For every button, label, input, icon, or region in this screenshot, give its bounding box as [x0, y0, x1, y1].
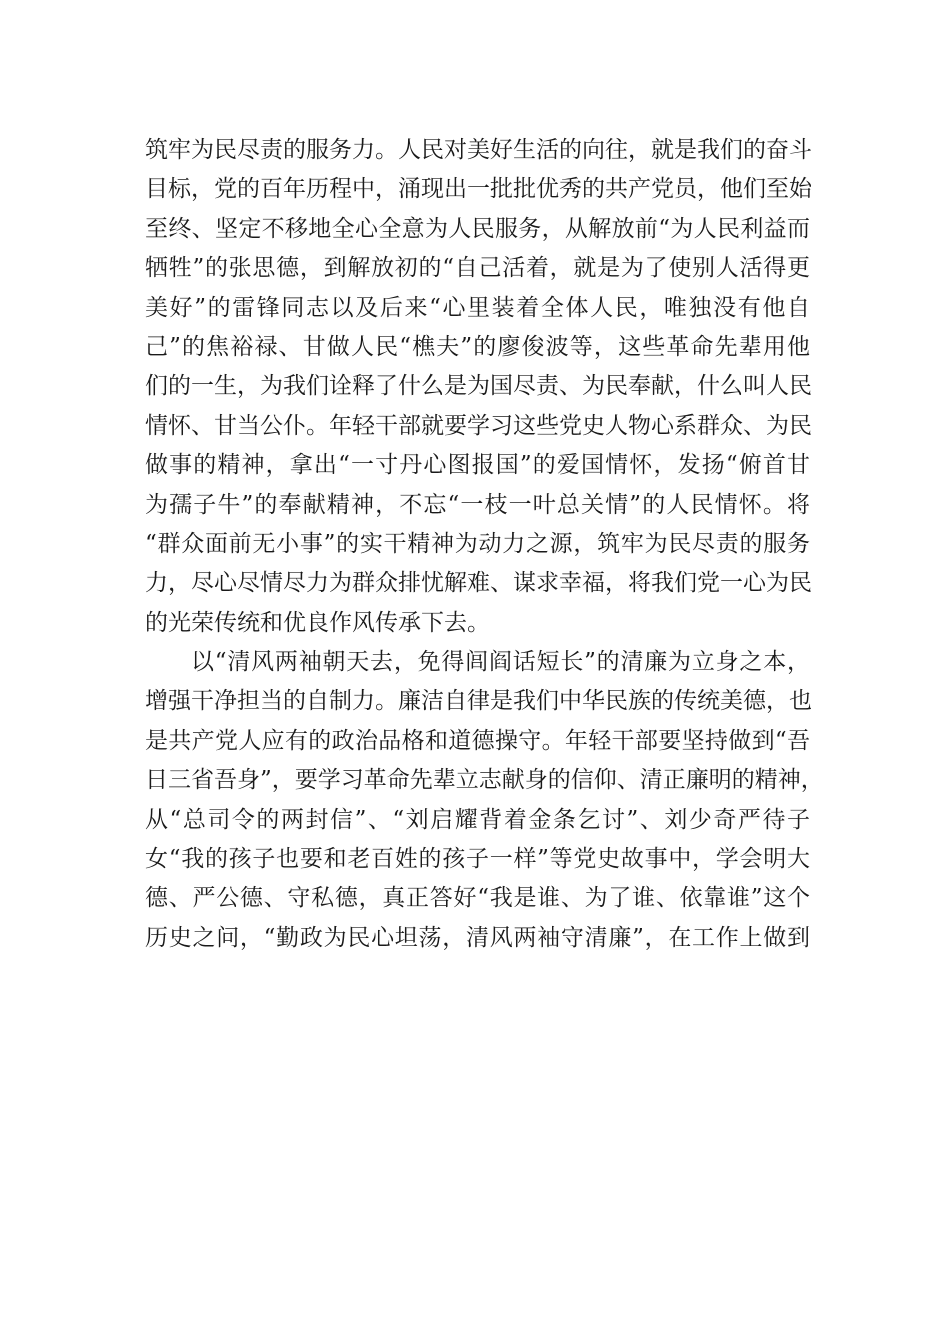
text-line: 牺牲”的张思德，到解放初的“自己活着，就是为了使别人活得更 [145, 255, 810, 282]
text-line: 情怀、甘当公仆。年轻干部就要学习这些党史人物心系群众、为民 [145, 412, 812, 439]
text-line: 力，尽心尽情尽力为群众排忧解难、谋求幸福，将我们党一心为民 [145, 570, 812, 597]
text-line: 做事的精神，拿出“一寸丹心图报国”的爱国情怀，发扬“俯首甘 [145, 452, 810, 479]
text-line: 增强干净担当的自制力。廉洁自律是我们中华民族的传统美德，也 [145, 688, 812, 715]
paragraph-end-line: 的光荣传统和优良作风传承下去。 [145, 609, 490, 636]
text-line: 是共产党人应有的政治品格和道德操守。年轻干部要坚持做到“吾 [145, 727, 810, 754]
text-line: 己”的焦裕禄、甘做人民“樵夫”的廖俊波等，这些革命先辈用他 [145, 333, 810, 360]
text-line: “群众面前无小事”的实干精神为动力之源，筑牢为民尽责的服务 [145, 530, 810, 557]
text-line: 们的一生，为我们诠释了什么是为国尽责、为民奉献，什么叫人民 [145, 373, 812, 400]
text-line: 德、严公德、守私德，真正答好“我是谁、为了谁、依靠谁”这个 [145, 885, 810, 912]
text-line: 美好”的雷锋同志以及后来“心里装着全体人民，唯独没有他自 [145, 294, 810, 321]
text-line: 目标，党的百年历程中，涌现出一批批优秀的共产党员，他们至始 [145, 176, 812, 203]
text-line: 筑牢为民尽责的服务力。人民对美好生活的向往，就是我们的奋斗 [145, 137, 812, 163]
body-text [145, 131, 824, 958]
text-line: 历史之问，“勤政为民心坦荡，清风两袖守清廉”，在工作上做到 [145, 924, 810, 951]
text-line: 女“我的孩子也要和老百姓的孩子一样”等党史故事中，学会明大 [145, 846, 810, 873]
text-line: 从“总司令的两封信”、“刘启耀背着金条乞讨”、刘少奇严待子 [145, 806, 810, 833]
paragraph-start-line: 以“清风两袖朝天去，免得闾阎话短长”的清廉为立身之本， [191, 649, 810, 676]
text-line: 为孺子牛”的奉献精神，不忘“一枝一叶总关情”的人民情怀。将 [145, 491, 810, 518]
text-line: 日三省吾身”，要学习革命先辈立志献身的信仰、清正廉明的精神， [145, 767, 824, 794]
text-line: 至终、坚定不移地全心全意为人民服务，从解放前“为人民利益而 [145, 215, 810, 242]
